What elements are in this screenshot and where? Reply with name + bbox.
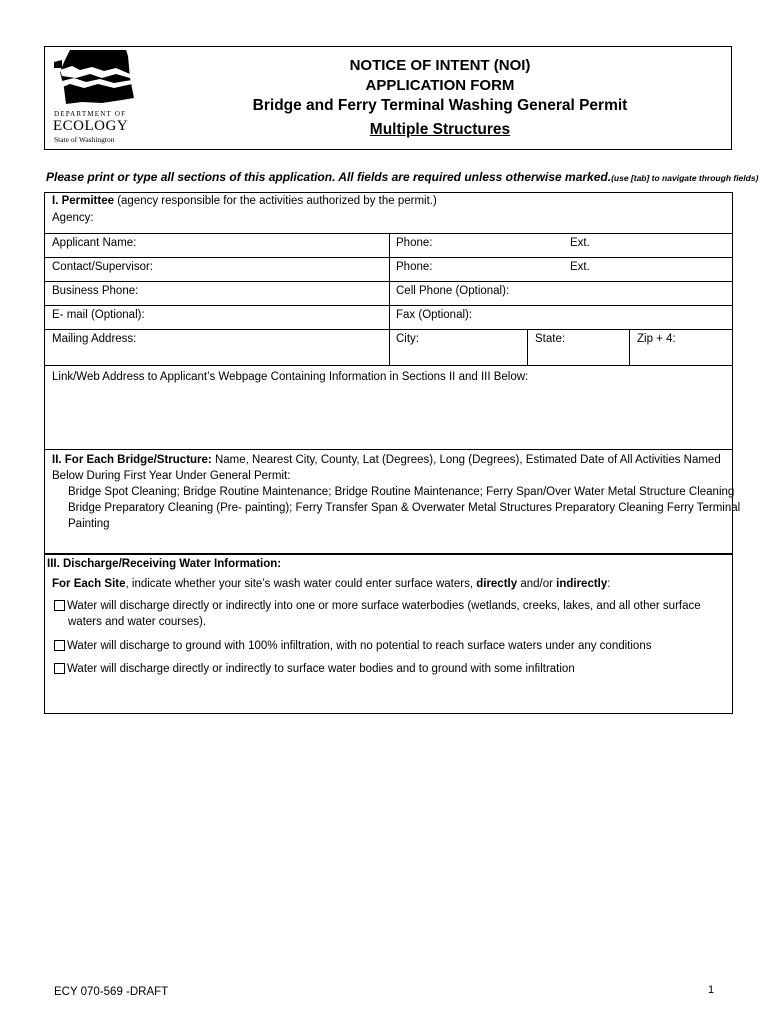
column-divider <box>629 329 630 365</box>
contact-phone-field[interactable]: Phone: <box>396 261 433 273</box>
section3-directly: directly <box>476 578 518 590</box>
applicant-name-field[interactable]: Applicant Name: <box>52 237 137 249</box>
option-surface-and-ground <box>54 661 575 677</box>
divider <box>44 449 733 450</box>
email-field[interactable]: E- mail (Optional): <box>52 309 145 321</box>
zip-field[interactable]: Zip + 4: <box>637 333 676 345</box>
page-number: 1 <box>708 984 715 996</box>
logo-department-text: DEPARTMENT OF <box>54 110 127 118</box>
checkbox-surface-waterbodies[interactable] <box>54 600 65 611</box>
ecology-logo <box>52 48 142 146</box>
cell-phone-field[interactable]: Cell Phone (Optional): <box>396 285 510 297</box>
divider <box>44 365 733 366</box>
city-field[interactable]: City: <box>396 333 419 345</box>
section2-text-2: Below During First Year Under General Permit: <box>52 470 291 482</box>
section1-subtitle: (agency responsible for the activities authorized by the permit.) <box>114 195 437 207</box>
ext-field[interactable]: Ext. <box>570 237 590 249</box>
instructions-main: Please print or type all sections of this application. All fields are required unless otherwise marked. <box>46 170 612 184</box>
business-phone-field[interactable]: Business Phone: <box>52 285 139 297</box>
title-permit-name: Bridge and Ferry Terminal Washing General Permit <box>252 97 628 114</box>
option3-label: Water will discharge directly or indirectly to surface water bodies and to ground with some infiltration <box>67 663 575 675</box>
section-divider <box>44 553 733 555</box>
option-ground-infiltration <box>54 638 651 654</box>
phone-field[interactable]: Phone: <box>396 237 433 249</box>
contact-supervisor-field[interactable]: Contact/Supervisor: <box>52 261 153 273</box>
checkbox-surface-and-ground[interactable] <box>54 663 65 674</box>
washington-state-logo-graphic <box>52 48 142 108</box>
section1-title: I. Permittee <box>52 195 114 207</box>
section3-title: III. Discharge/Receiving Water Information: <box>47 558 282 570</box>
section2-body <box>52 452 741 532</box>
section2-title: II. For Each Bridge/Structure: <box>52 454 212 466</box>
fax-field[interactable]: Fax (Optional): <box>396 309 473 321</box>
section3-indirectly: indirectly <box>556 578 608 590</box>
contact-ext-field[interactable]: Ext. <box>570 261 590 273</box>
logo-ecology-text: ECOLOGY <box>53 118 129 134</box>
section1-heading <box>52 195 437 207</box>
form-title-block <box>190 56 690 140</box>
instructions-small: (use [tab] to navigate through fields) <box>611 173 759 183</box>
mailing-address-field[interactable]: Mailing Address: <box>52 333 137 345</box>
section3-intro <box>52 578 610 590</box>
state-field[interactable]: State: <box>535 333 566 345</box>
logo-state-text: State of Washington <box>54 135 115 144</box>
section3-intro-text: , indicate whether your site’s wash water could enter surface waters, <box>125 578 477 590</box>
title-application-form: APPLICATION FORM <box>365 77 515 94</box>
section2-text-5: Painting <box>68 518 110 530</box>
option1-label-cont: waters and water courses). <box>68 616 207 628</box>
section2-text-3: Bridge Spot Cleaning; Bridge Routine Maintenance; Bridge Routine Maintenance; Ferry Span/Over Water Metal Structure Cleaning <box>68 486 735 498</box>
agency-field[interactable]: Agency: <box>52 212 94 224</box>
instructions <box>46 170 759 184</box>
section2-text-4: Bridge Preparatory Cleaning (Pre- painting); Ferry Transfer Span & Overwater Metal Structures Preparatory Cleaning Ferry Terminal <box>68 502 741 514</box>
column-divider <box>527 329 528 365</box>
option2-label: Water will discharge to ground with 100% infiltration, with no potential to reach surface waters under any conditions <box>67 640 652 652</box>
section3-colon: : <box>607 578 611 590</box>
section3-and: and/or <box>517 578 557 590</box>
section2-text-1: Name, Nearest City, County, Lat (Degrees), Long (Degrees), Estimated Date of All Activities Named <box>211 454 721 466</box>
column-divider <box>389 233 390 365</box>
option1-label: Water will discharge directly or indirectly into one or more surface waterbodies (wetlands, creeks, lakes, and all other surface <box>67 600 701 612</box>
option-surface-waterbodies <box>54 598 701 614</box>
title-noi: NOTICE OF INTENT (NOI) <box>349 57 531 74</box>
form-id: ECY 070-569 -DRAFT <box>54 986 169 998</box>
web-address-field[interactable]: Link/Web Address to Applicant’s Webpage Containing Information in Sections II and III Below: <box>52 371 529 383</box>
title-multiple-structures: Multiple Structures <box>369 121 511 138</box>
checkbox-ground-infiltration[interactable] <box>54 640 65 651</box>
section3-intro-bold: For Each Site <box>52 578 126 590</box>
